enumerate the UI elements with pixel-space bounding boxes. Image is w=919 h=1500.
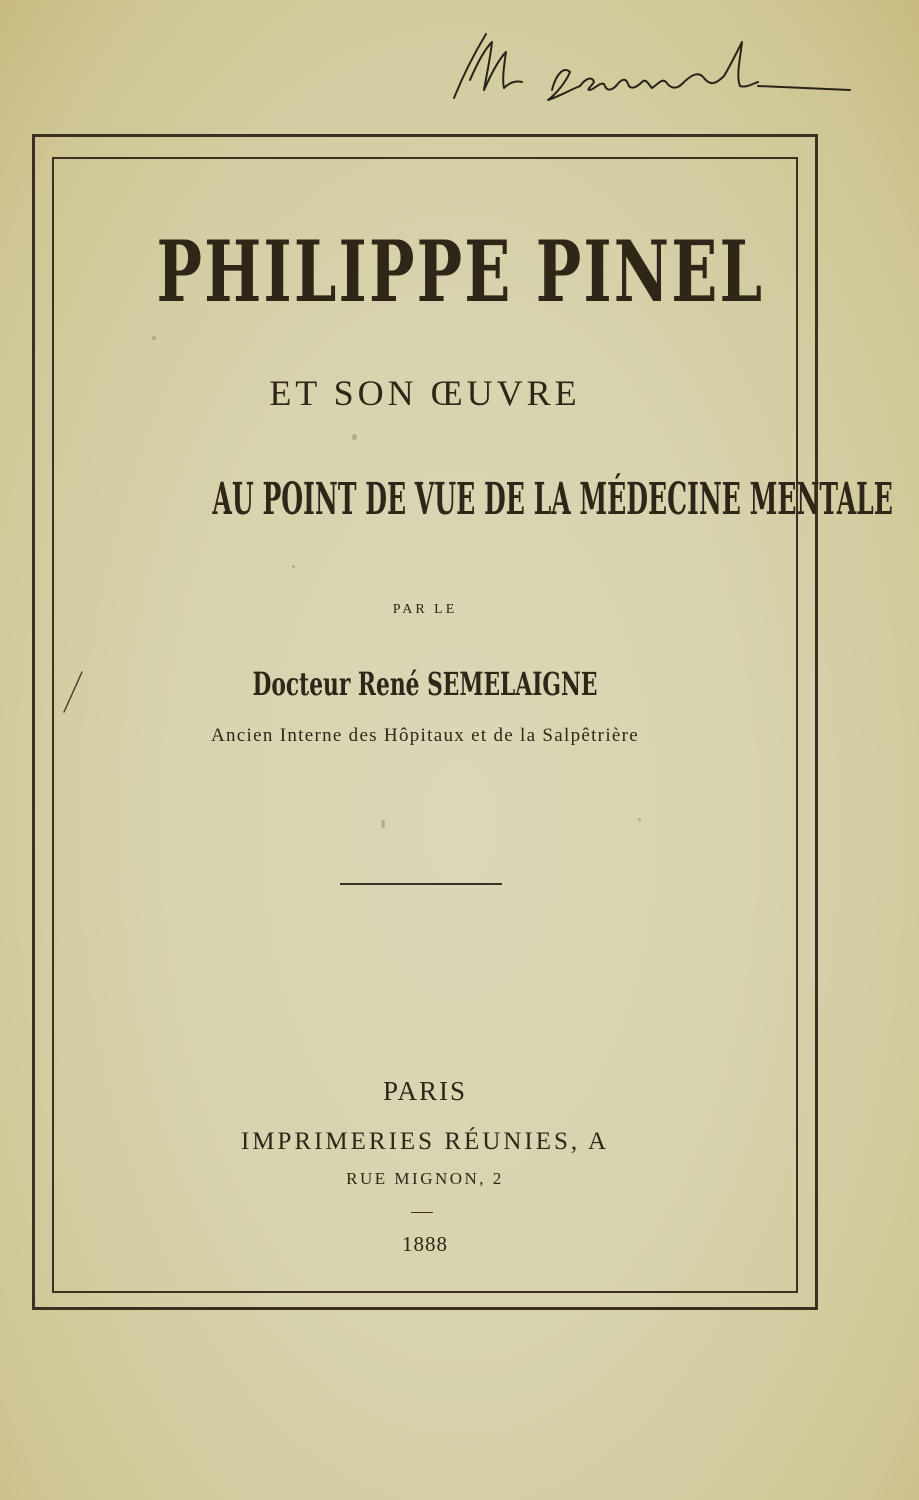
book-subtitle-line2: AU POINT DE VUE DE LA MÉDECINE MENTALE: [212, 474, 893, 525]
imprint-dash: [411, 1212, 433, 1213]
imprint-address: RUE MIGNON, 2: [346, 1169, 504, 1188]
imprint-year: 1888: [402, 1232, 448, 1256]
handwritten-signature: [440, 20, 860, 120]
book-title: PHILIPPE PINEL: [156, 222, 765, 321]
imprint-city: PARIS: [382, 1076, 468, 1106]
book-subtitle: ET SON ŒUVRE: [269, 373, 581, 413]
pencil-slash-mark: [58, 668, 88, 716]
by-label: PAR LE: [392, 602, 458, 617]
separator-rule: [340, 883, 502, 885]
author-name: Docteur René SEMELAIGNE: [252, 665, 598, 703]
imprint-publisher: IMPRIMERIES RÉUNIES, A: [240, 1128, 610, 1155]
author-credentials: Ancien Interne des Hôpitaux et de la Salpêtrière: [210, 725, 639, 746]
